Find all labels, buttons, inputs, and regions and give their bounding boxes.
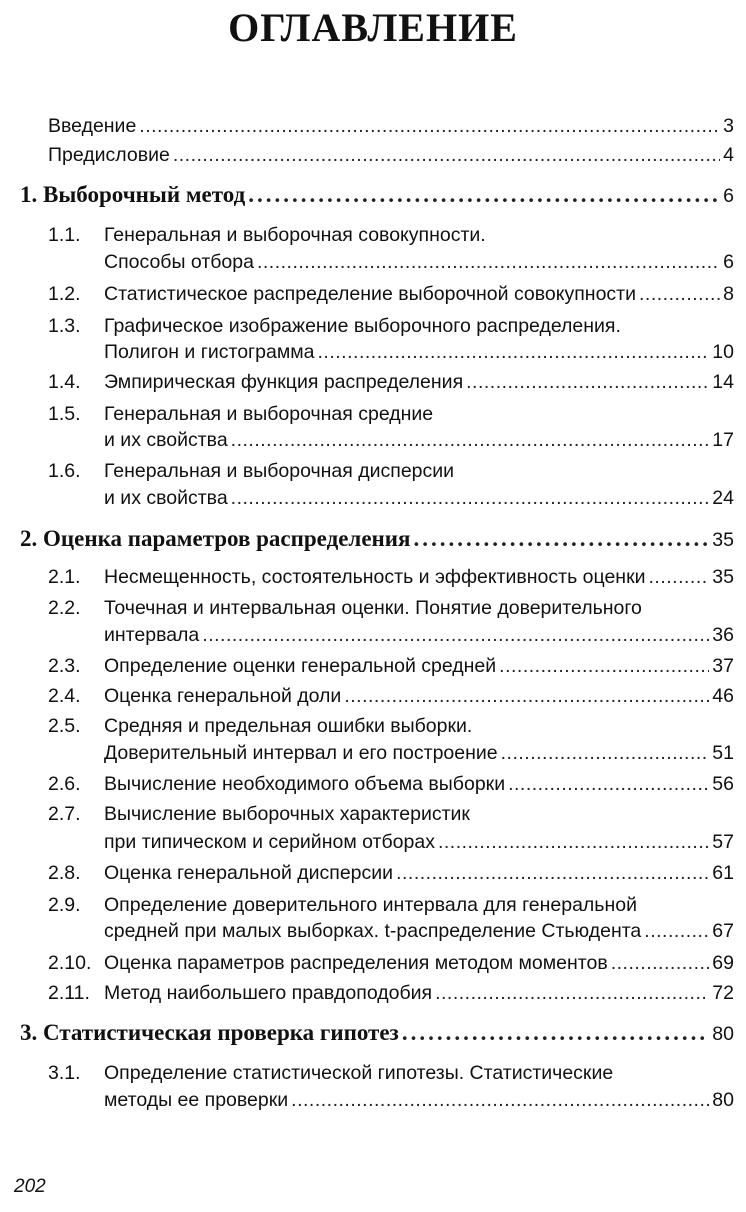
leader-dots: [649, 564, 710, 590]
leader-dots: [611, 950, 710, 976]
toc-page-number: 6: [723, 185, 734, 207]
section-title-line1: Определение статистической гипотезы. Статистические: [104, 1062, 614, 1084]
section-number: 2.6.: [48, 773, 81, 795]
leader-dots: [639, 281, 720, 307]
section-title: средней при малых выборках. t-распределение Стьюдента: [104, 920, 642, 942]
toc-page-number: 67: [712, 920, 734, 942]
section-number: 2.7.: [48, 803, 81, 825]
leader-dots: [344, 683, 709, 709]
leader-dots: [501, 740, 710, 766]
leader-dots: [466, 369, 709, 395]
section-number: 2.3.: [48, 655, 81, 677]
section-number: 2.5.: [48, 715, 81, 737]
leader-dots: [231, 427, 710, 453]
section-title: Способы отбора: [104, 251, 254, 273]
section-title: Полигон и гистограмма: [104, 341, 315, 363]
section-title-line1: Графическое изображение выборочного распределения.: [104, 315, 621, 337]
toc-page-number: 80: [712, 1023, 734, 1045]
section-title: Статистическое распределение выборочной совокупности: [104, 283, 636, 305]
section-number: 1.4.: [48, 371, 81, 393]
section-title: интервала: [104, 624, 200, 646]
section-number: 3.1.: [48, 1062, 81, 1084]
section-number: 1.6.: [48, 460, 81, 482]
section-title-line1: Вычисление выборочных характеристик: [104, 803, 470, 825]
toc-page-number: 35: [712, 529, 734, 551]
toc-page-number: 8: [723, 283, 734, 305]
page-title: ОГЛАВЛЕНИЕ: [228, 5, 518, 50]
section-title: Метод наибольшего правдоподобия: [104, 982, 433, 1004]
toc-page-number: 61: [712, 862, 734, 884]
section-title: методы ее проверки: [104, 1089, 289, 1111]
leader-dots: [257, 249, 720, 275]
section-title: и их свойства: [104, 487, 228, 509]
leader-dots: [438, 829, 709, 855]
chapter-title: 1. Выборочный метод: [20, 182, 246, 207]
chapter-title: 3. Статистическая проверка гипотез: [20, 1020, 399, 1045]
toc-page-number: 6: [723, 251, 734, 273]
leader-dots: [402, 1018, 709, 1048]
section-title-line1: Определение доверительного интервала для генеральной: [104, 894, 637, 916]
toc-entry-text: Предисловие: [48, 144, 170, 166]
toc-page-number: 80: [712, 1089, 734, 1111]
leader-dots: [231, 485, 710, 511]
section-title: Оценка генеральной дисперсии: [104, 862, 394, 884]
section-title-line1: Средняя и предельная ошибки выборки.: [104, 715, 473, 737]
toc-entry-text: Введение: [48, 115, 137, 137]
section-number: 2.11.: [48, 982, 90, 1004]
leader-dots: [508, 771, 709, 797]
section-number: 2.8.: [48, 862, 81, 884]
leader-dots: [499, 653, 709, 679]
leader-dots: [318, 339, 710, 365]
section-number: 2.10.: [48, 952, 92, 974]
section-number: 1.3.: [48, 315, 81, 337]
toc-page-number: 46: [712, 685, 734, 707]
section-title: Вычисление необходимого объема выборки: [104, 773, 506, 795]
toc-page-number: 14: [712, 371, 734, 393]
toc-page-number: 37: [712, 655, 734, 677]
toc-page-number: 72: [712, 982, 734, 1004]
toc-page-number: 10: [712, 341, 734, 363]
toc-page-number: 3: [723, 115, 734, 137]
section-title: Определение оценки генеральной средней: [104, 655, 497, 677]
section-title: Оценка генеральной доли: [104, 685, 342, 707]
section-title: и их свойства: [104, 429, 228, 451]
chapter-title: 2. Оценка параметров распределения: [20, 526, 411, 551]
leader-dots: [396, 860, 709, 886]
leader-dots: [644, 918, 709, 944]
toc-page-number: 4: [723, 144, 734, 166]
toc-page-number: 51: [712, 742, 734, 764]
section-title-line1: Генеральная и выборочная средние: [104, 403, 434, 425]
section-number: 1.5.: [48, 403, 81, 425]
leader-dots: [248, 180, 720, 210]
section-title-line1: Точечная и интервальная оценки. Понятие доверительного: [104, 597, 642, 619]
section-title-line1: Генеральная и выборочная дисперсии: [104, 460, 455, 482]
section-number: 2.1.: [48, 566, 81, 588]
section-title: при типическом и серийном отборах: [104, 831, 435, 853]
leader-dots: [435, 980, 709, 1006]
toc-page-number: 69: [712, 952, 734, 974]
toc-page-number: 35: [712, 566, 734, 588]
toc-page-number: 57: [712, 831, 734, 853]
section-title: Доверительный интервал и его построение: [104, 742, 498, 764]
section-title: Несмещенность, состоятельность и эффективность оценки: [104, 566, 646, 588]
toc-page-number: 24: [712, 487, 734, 509]
leader-dots: [414, 524, 710, 554]
section-number: 1.1.: [48, 224, 81, 246]
section-number: 2.9.: [48, 894, 81, 916]
toc-page-number: 17: [712, 429, 734, 451]
leader-dots: [139, 113, 720, 139]
toc-page-number: 56: [712, 773, 734, 795]
toc-page-number: 36: [712, 624, 734, 646]
section-title: Эмпирическая функция распределения: [104, 371, 464, 393]
section-title-line1: Генеральная и выборочная совокупности.: [104, 224, 486, 246]
leader-dots: [291, 1087, 709, 1113]
section-title: Оценка параметров распределения методом моментов: [104, 952, 608, 974]
page-number-footer: 202: [14, 1176, 46, 1197]
leader-dots: [202, 622, 709, 648]
section-number: 1.2.: [48, 283, 81, 305]
section-number: 2.2.: [48, 597, 81, 619]
leader-dots: [173, 142, 720, 168]
section-number: 2.4.: [48, 685, 81, 707]
